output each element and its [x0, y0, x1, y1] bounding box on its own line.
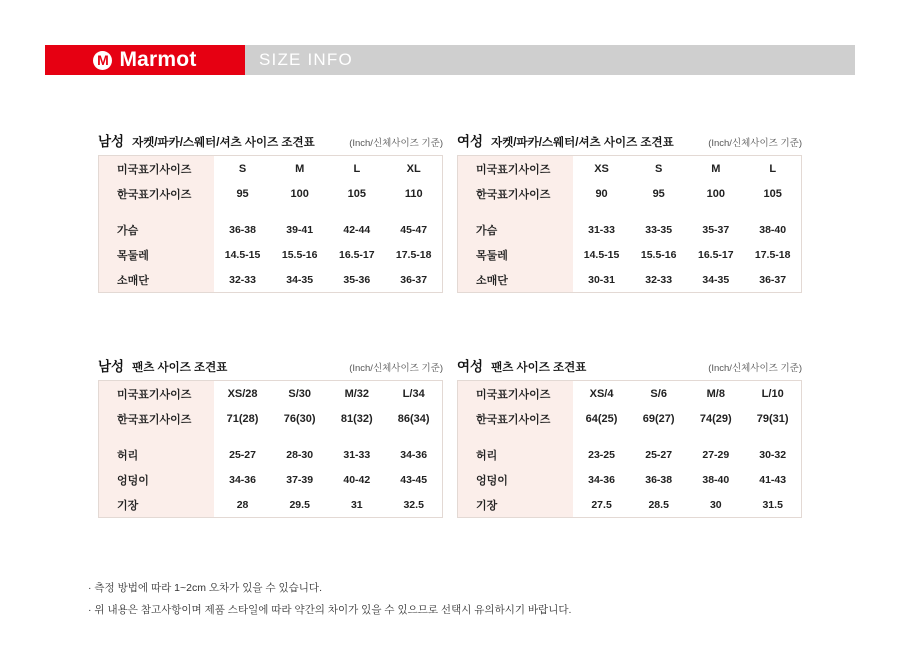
table-header-cell: XS/4 [589, 387, 614, 400]
table-header-cell: 95 [236, 187, 249, 200]
table-header-cell: 90 [595, 187, 608, 200]
table-row-label: 허리 [458, 442, 574, 467]
table-row-label: 한국표기사이즈 [99, 406, 215, 431]
table-row-label: 미국표기사이즈 [99, 156, 215, 182]
table-spacer-cell [99, 431, 215, 442]
table-title-row [98, 130, 443, 148]
table-row [458, 267, 802, 293]
table-header-cell: S/6 [650, 387, 667, 400]
table-row [99, 381, 443, 407]
table-cell: 14.5-15 [224, 248, 261, 261]
table-row [99, 156, 443, 182]
table-cell: 36-37 [400, 273, 428, 286]
logo-mark-letter: M [97, 52, 109, 68]
table-header-cell: 100 [706, 187, 725, 200]
table-cell: 34-36 [229, 473, 256, 486]
table-gender-label: 여성 [457, 359, 484, 374]
table-cell: 28-30 [286, 448, 314, 461]
table-header-cell: 100 [290, 187, 309, 200]
table-gender-label: 남성 [98, 359, 125, 374]
table-spacer-cell [328, 431, 385, 442]
table-title-row [457, 130, 802, 148]
table-gender-label: 여성 [457, 134, 484, 149]
table-cell: 27.5 [591, 498, 612, 511]
table-header-cell: L [769, 162, 777, 175]
table-row-group [98, 155, 443, 293]
table-cell: 35-37 [702, 223, 730, 236]
table-row [99, 467, 443, 492]
table-cell: 28.5 [648, 498, 669, 511]
table-cell: 34-35 [286, 273, 314, 286]
table-title-row [98, 355, 443, 373]
table-row [99, 267, 443, 293]
table-cell: 37-39 [286, 473, 314, 486]
table-header-cell: 105 [347, 187, 366, 200]
table-header-cell: 76(30) [283, 412, 316, 425]
table-row-label: 허리 [99, 442, 215, 467]
table-header-cell: L [353, 162, 361, 175]
table-unit-note: (Inch/신체사이즈 기준) [349, 138, 443, 149]
table-row-label: 소매단 [99, 267, 215, 293]
table-header-cell: XL [406, 162, 421, 175]
table-spacer-cell [630, 206, 687, 217]
table-cell: 23-25 [588, 448, 615, 461]
table-cell: 17.5-18 [754, 248, 791, 261]
table-spacer-row [458, 206, 802, 217]
table-cell: 45-47 [400, 223, 428, 236]
table-cell: 32.5 [403, 498, 424, 511]
table-spacer-cell [328, 206, 385, 217]
table-cell: 31-33 [588, 223, 615, 236]
table-row-label: 한국표기사이즈 [458, 406, 574, 431]
table-title: 자켓/파카/스웨터/셔츠 사이즈 조견표 [491, 137, 674, 149]
table-header-cell: XS [594, 162, 609, 175]
table-spacer-cell [214, 431, 271, 442]
table-header-cell: 86(34) [397, 412, 430, 425]
table-cell: 16.5-17 [339, 248, 375, 261]
table-row [458, 406, 802, 431]
table-cell: 43-45 [400, 473, 428, 486]
table-spacer-cell [630, 431, 687, 442]
table-cell: 34-36 [588, 473, 615, 486]
table-cell: 39-41 [286, 223, 314, 236]
table-cell: 17.5-18 [395, 248, 432, 261]
table-spacer-cell [271, 206, 328, 217]
table-row [99, 442, 443, 467]
table-unit-note: (Inch/신체사이즈 기준) [349, 363, 443, 374]
table-title: 자켓/파카/스웨터/셔츠 사이즈 조견표 [132, 137, 315, 149]
table-spacer-cell [744, 431, 801, 442]
table-cell: 32-33 [645, 273, 673, 286]
table-cell: 25-27 [645, 448, 673, 461]
table-row-label: 목둘레 [99, 242, 215, 267]
table-cell: 36-37 [759, 273, 787, 286]
footnotes [88, 580, 828, 624]
table-row-label: 미국표기사이즈 [458, 156, 574, 182]
table-header-cell: 69(27) [642, 412, 675, 425]
table-cell: 33-35 [645, 223, 673, 236]
footnote-item: · 위 내용은 참고사항이며 제품 스타일에 따라 약간의 차이가 있을 수 있으므로 선택시 유의하시기 바랍니다. [88, 604, 572, 616]
table-row [458, 442, 802, 467]
table-cell: 30 [709, 498, 722, 511]
table-row-group [457, 155, 802, 293]
brand-logo [45, 45, 245, 75]
table-title: 팬츠 사이즈 조견표 [491, 362, 587, 374]
table-cell: 36-38 [645, 473, 673, 486]
table-title-row [457, 355, 802, 373]
table-header-cell: 95 [652, 187, 665, 200]
table-header-cell: M/8 [706, 387, 725, 400]
table-spacer-cell [687, 206, 744, 217]
table-spacer-cell [687, 431, 744, 442]
table-row-label: 미국표기사이즈 [458, 381, 574, 407]
table-header-cell: 81(32) [340, 412, 373, 425]
table-cell: 34-36 [400, 448, 428, 461]
table-header-cell: XS/28 [227, 387, 258, 400]
table-row-label: 엉덩이 [458, 467, 574, 492]
page-title: SIZE INFO [259, 50, 353, 69]
table-cell: 40-42 [343, 473, 371, 486]
table-cell: 38-40 [702, 473, 730, 486]
table-header-cell: M [711, 162, 721, 175]
table-row [458, 181, 802, 206]
table-row-label: 기장 [458, 492, 574, 518]
table-cell: 15.5-16 [281, 248, 318, 261]
page-title-bar [245, 45, 855, 75]
size-table-men-pants [98, 355, 443, 518]
table-header-cell: 110 [404, 187, 423, 200]
table-cell: 27-29 [702, 448, 730, 461]
table-header-cell: 74(29) [699, 412, 732, 425]
table-cell: 30-31 [588, 273, 615, 286]
page-header [45, 45, 855, 75]
table-cell: 28 [236, 498, 249, 511]
table-row-label: 한국표기사이즈 [458, 181, 574, 206]
table-spacer-cell [458, 431, 574, 442]
table-cell: 25-27 [229, 448, 256, 461]
table-header-cell: L/10 [761, 387, 784, 400]
table-spacer-row [458, 431, 802, 442]
table-cell: 16.5-17 [698, 248, 734, 261]
table-header-cell: 64(25) [585, 412, 618, 425]
table-row-label: 미국표기사이즈 [99, 381, 215, 407]
table-row [458, 492, 802, 518]
table-spacer-cell [214, 206, 271, 217]
table-header-cell: L/34 [402, 387, 425, 400]
table-spacer-cell [385, 431, 442, 442]
table-cell: 14.5-15 [583, 248, 620, 261]
table-row [99, 181, 443, 206]
table-gender-label: 남성 [98, 134, 125, 149]
table-unit-note: (Inch/신체사이즈 기준) [708, 363, 802, 374]
table-header-cell: M [295, 162, 305, 175]
table-spacer-row [99, 431, 443, 442]
table-title: 팬츠 사이즈 조견표 [132, 362, 228, 374]
brand-name: Marmot [119, 48, 197, 71]
table-row-label: 소매단 [458, 267, 574, 293]
table-cell: 15.5-16 [640, 248, 677, 261]
table-row [458, 156, 802, 182]
table-header-cell: 71(28) [226, 412, 259, 425]
table-row-group [457, 380, 802, 518]
table-row-label: 한국표기사이즈 [99, 181, 215, 206]
table-row-label: 기장 [99, 492, 215, 518]
table-row [99, 217, 443, 242]
table-cell: 31.5 [762, 498, 783, 511]
table-spacer-cell [458, 206, 574, 217]
table-row [458, 242, 802, 267]
table-row [458, 381, 802, 407]
table-row [458, 467, 802, 492]
table-row-label: 엉덩이 [99, 467, 215, 492]
table-spacer-cell [271, 431, 328, 442]
table-header-cell: 105 [763, 187, 782, 200]
table-cell: 29.5 [289, 498, 310, 511]
table-spacer-cell [99, 206, 215, 217]
table-cell: 36-38 [229, 223, 256, 236]
table-row-label: 목둘레 [458, 242, 574, 267]
table-cell: 30-32 [759, 448, 787, 461]
size-table-men-tops [98, 130, 443, 293]
table-spacer-cell [744, 206, 801, 217]
table-header-cell: S [655, 162, 663, 175]
table-row [99, 492, 443, 518]
table-header-cell: S [238, 162, 247, 175]
table-cell: 41-43 [759, 473, 787, 486]
table-header-cell: 79(31) [756, 412, 789, 425]
size-table-women-tops [457, 130, 802, 293]
table-header-cell: S/30 [288, 387, 311, 400]
size-table-women-pants [457, 355, 802, 518]
table-row-label: 가슴 [99, 217, 215, 242]
table-spacer-row [99, 206, 443, 217]
table-spacer-cell [385, 206, 442, 217]
marmot-logo-icon [93, 51, 112, 70]
table-spacer-cell [573, 206, 630, 217]
table-row-group [98, 380, 443, 518]
table-unit-note: (Inch/신체사이즈 기준) [708, 138, 802, 149]
table-cell: 35-36 [343, 273, 371, 286]
table-cell: 31-33 [343, 448, 371, 461]
table-row [458, 217, 802, 242]
footnote-item: · 측정 방법에 따라 1~2cm 오차가 있을 수 있습니다. [88, 582, 322, 594]
table-header-cell: M/32 [344, 387, 370, 400]
table-cell: 34-35 [702, 273, 730, 286]
table-cell: 38-40 [759, 223, 787, 236]
table-cell: 31 [350, 498, 363, 511]
table-spacer-cell [573, 431, 630, 442]
table-row [99, 242, 443, 267]
table-cell: 42-44 [343, 223, 371, 236]
table-row [99, 406, 443, 431]
table-row-label: 가슴 [458, 217, 574, 242]
table-cell: 32-33 [229, 273, 256, 286]
